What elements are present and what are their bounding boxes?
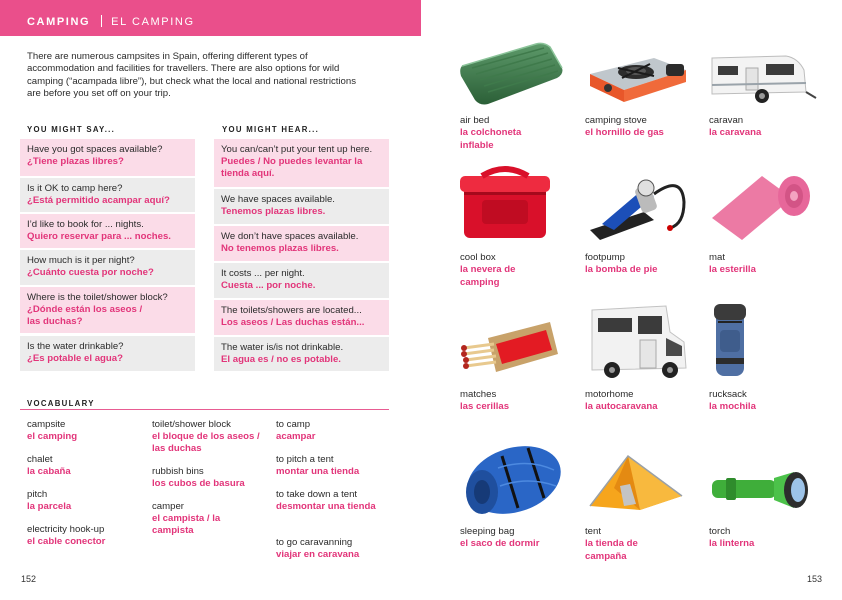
vocab-english: toilet/shower block: [152, 419, 231, 430]
phrase-english: It costs ... per night.: [221, 268, 305, 279]
say-phrase: [20, 336, 195, 371]
phrase-english: Is it OK to camp here?: [27, 183, 123, 194]
caption-english: air bed: [460, 115, 490, 126]
mat-image: [708, 168, 814, 242]
phrase-spanish: ¿Está permitido acampar aquí?: [27, 195, 170, 207]
hear-phrase: [214, 337, 389, 371]
caption-spanish: las cerillas: [460, 401, 510, 413]
phrase-english: We don’t have spaces available.: [221, 231, 359, 242]
caption-spanish: la autocaravana: [585, 401, 658, 413]
caption-english: caravan: [709, 115, 744, 126]
vocab-english: campsite: [27, 419, 66, 430]
vocab-english: to go caravanning: [276, 537, 353, 548]
vocab-english: camper: [152, 501, 184, 512]
motorhome-image: [584, 302, 694, 382]
vocab-english: to take down a tent: [276, 489, 358, 500]
vocabulary-heading: VOCABULARY: [27, 399, 95, 408]
say-phrase: [20, 250, 195, 285]
caption-spanish: la nevera de camping: [460, 264, 516, 288]
vocab-item: [276, 419, 388, 443]
vocab-spanish: los cubos de basura: [152, 478, 245, 490]
say-phrase: [20, 287, 195, 333]
caption-spanish: la colchoneta inflable: [460, 127, 522, 151]
sleeping-bag-image: [458, 438, 566, 518]
phrase-english: I’d like to book for ... nights.: [27, 219, 144, 230]
vocab-spanish: viajar en caravana: [276, 549, 360, 561]
phrase-english: We have spaces available.: [221, 194, 335, 205]
page-title: [27, 15, 195, 28]
cool-box-image: [456, 164, 554, 242]
intro-text: There are numerous campsites in Spain, offering different types of accommodation and facilities for travellers. There are also options for wild camping (“acampada libre”), but check what the local and national restrictions are before you set off on your trip.: [27, 51, 357, 100]
vocab-item: [276, 454, 388, 478]
caravan-image: [706, 52, 818, 106]
hear-phrase: [214, 139, 389, 187]
caption-english: cool box: [460, 252, 496, 263]
phrase-spanish: No tenemos plazas libres.: [221, 243, 339, 255]
vocab-spanish: el bloque de los aseos / las duchas: [152, 431, 260, 455]
vocab-spanish: el camping: [27, 431, 78, 443]
picture-caption: [460, 526, 578, 551]
vocab-english: pitch: [27, 489, 48, 500]
vocab-item: [276, 489, 376, 513]
caption-spanish: la tienda de campaña: [585, 538, 638, 562]
phrase-spanish: Quiero reservar para ... noches.: [27, 231, 171, 243]
phrase-spanish: ¿Tiene plazas libres?: [27, 156, 124, 168]
picture-caption: [460, 252, 578, 289]
picture-caption: [585, 115, 703, 140]
caption-english: rucksack: [709, 389, 747, 400]
vocab-item: [27, 419, 147, 443]
picture-caption: [709, 389, 827, 414]
you-might-hear-heading: YOU MIGHT HEAR...: [222, 125, 320, 134]
picture-caption: [585, 252, 703, 277]
caption-english: camping stove: [585, 115, 647, 126]
phrase-spanish: Los aseos / Las duchas están...: [221, 317, 365, 329]
caption-spanish: la esterilla: [709, 264, 756, 276]
vocab-english: chalet: [27, 454, 53, 465]
phrase-spanish: Cuesta ... por noche.: [221, 280, 316, 292]
tent-image: [584, 446, 688, 514]
caption-english: matches: [460, 389, 497, 400]
vocab-english: to camp: [276, 419, 311, 430]
phrase-spanish: Tenemos plazas libres.: [221, 206, 326, 218]
vocab-item: [27, 454, 147, 478]
you-might-say-heading: YOU MIGHT SAY...: [27, 125, 116, 134]
phrase-spanish: ¿Cuánto cuesta por noche?: [27, 267, 154, 279]
phrase-english: You can/can’t put your tent up here.: [221, 144, 373, 155]
title-english: CAMPING: [27, 16, 91, 28]
page-number-left: 152: [21, 574, 37, 584]
phrase-english: Where is the toilet/shower block?: [27, 292, 168, 303]
phrase-english: How much is it per night?: [27, 255, 135, 266]
picture-caption: [709, 115, 827, 140]
vocab-item: [152, 419, 270, 456]
vocab-item: [27, 524, 147, 548]
caption-english: sleeping bag: [460, 526, 515, 537]
torch-image: [708, 470, 814, 510]
say-phrase: [20, 214, 195, 248]
phrase-english: The water is/is not drinkable.: [221, 342, 344, 353]
phrase-spanish: ¿Es potable el agua?: [27, 353, 123, 365]
caption-spanish: el hornillo de gas: [585, 127, 664, 139]
vocab-spanish: montar una tienda: [276, 466, 360, 478]
caption-spanish: la bomba de pie: [585, 264, 658, 276]
caption-english: mat: [709, 252, 725, 263]
phrase-spanish: Puedes / No puedes levantar la tienda aquí.: [221, 156, 363, 180]
caption-spanish: la mochila: [709, 401, 756, 413]
vocab-item: [276, 537, 388, 561]
hear-phrase: [214, 263, 389, 298]
hear-phrase: [214, 189, 389, 224]
phrase-spanish: ¿Dónde están los aseos / las duchas?: [27, 304, 143, 328]
vocabulary-divider: [20, 409, 389, 410]
phrase-english: The toilets/showers are located...: [221, 305, 362, 316]
picture-caption: [585, 389, 703, 414]
picture-caption: [460, 389, 578, 414]
caption-english: tent: [585, 526, 602, 537]
caption-english: torch: [709, 526, 731, 537]
picture-caption: [709, 252, 827, 277]
phrase-spanish: El agua es / no es potable.: [221, 354, 341, 366]
vocab-spanish: desmontar una tienda: [276, 501, 376, 513]
picture-caption: [709, 526, 827, 551]
say-phrase: [20, 139, 195, 176]
vocab-item: [27, 489, 147, 513]
picture-caption: [460, 115, 578, 152]
caption-english: motorhome: [585, 389, 634, 400]
vocab-spanish: el cable conector: [27, 536, 106, 548]
title-spanish: EL CAMPING: [111, 16, 195, 28]
vocab-spanish: la parcela: [27, 501, 72, 513]
hear-phrase: [214, 226, 389, 261]
caption-spanish: la caravana: [709, 127, 762, 139]
rucksack-image: [710, 300, 750, 380]
camping-stove-image: [584, 44, 692, 104]
phrase-english: Have you got spaces available?: [27, 144, 163, 155]
title-divider: [101, 15, 102, 27]
matches-image: [458, 318, 564, 378]
vocab-item: [152, 501, 232, 538]
caption-spanish: la linterna: [709, 538, 755, 550]
footpump-image: [584, 168, 692, 244]
caption-english: footpump: [585, 252, 626, 263]
phrase-english: Is the water drinkable?: [27, 341, 124, 352]
vocab-english: rubbish bins: [152, 466, 204, 477]
vocab-spanish: la cabaña: [27, 466, 71, 478]
air-bed-image: [458, 38, 566, 108]
page-number-right: 153: [807, 574, 823, 584]
say-phrase: [20, 178, 195, 212]
caption-spanish: el saco de dormir: [460, 538, 540, 550]
picture-caption: [585, 526, 703, 563]
vocab-english: to pitch a tent: [276, 454, 334, 465]
hear-phrase: [214, 300, 389, 335]
vocab-spanish: el campista / la campista: [152, 513, 221, 537]
vocab-spanish: acampar: [276, 431, 316, 443]
vocab-item: [152, 466, 270, 490]
vocab-english: electricity hook-up: [27, 524, 105, 535]
